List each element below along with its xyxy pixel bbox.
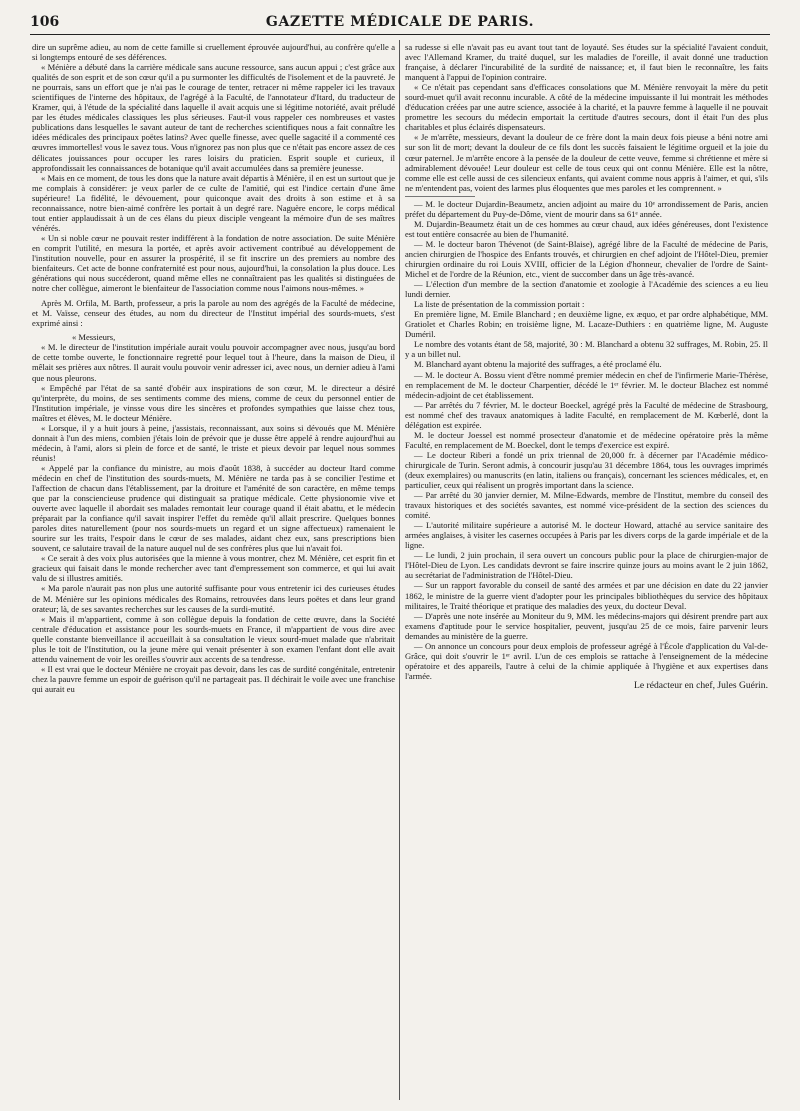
paragraph: sa rudesse si elle n'avait pas eu avant tout tant de loyauté. Ses études sur la spécialité l'avaient conduit, avec l'Allemand Kramer, du traité duquel, sur les maladies de l'oreille, il avait donné une traduction française, à déclarer l'incurabilité de la surdité de naissance; et, il faut bien le reconnaître, les faits manquent à l'appui de l'opinion contraire. — [405, 42, 768, 83]
paragraph: « Lorsque, il y a huit jours à peine, j'assistais, reconnaissant, aux soins si dévoués que M. Ménière donnait à l'un des miens, combien j'étais loin de prévoir que je dusse être appelé à rendre aujourd'hui au médecin, à l'ami, alors si plein de force et de santé, le triste et pieux devoir par lequel nous sommes réunis! — [32, 422, 395, 463]
news-item: — On annonce un concours pour deux emplois de professeur agrégé à l'École d'application du Val-de-Grâce, qui doit s'ouvrir le 1ᵉʳ avril. L'un de ces emplois se rattache à l'enseignement de la médecine opératoire et des appareils, l'autre à celui de la chimie appliquée à l'hygiène et aux expertises dans l'armée. — [405, 640, 768, 681]
news-item: — Le docteur Riberi a fondé un prix triennal de 20,000 fr. à décerner par l'Académie médico-chirurgicale de Turin. Seront admis, à concourir jusqu'au 31 décembre 1864, tous les ouvrages imprimés (deux exemplaires) ou manuscrits (en latin, italiens ou français), concernant les sciences médicales, et, en particulier, ceux qui réalisent un progrès important dans la science. — [405, 449, 768, 491]
news-item: — Par arrêté du 30 janvier dernier, M. Milne-Edwards, membre de l'Institut, membre du conseil des travaux historiques et des sociétés savantes, est nommé vice-président de la section des sciences du comité. — [405, 490, 768, 521]
paragraph: « Empêché par l'état de sa santé d'obéir aux inspirations de son cœur, M. le directeur a désiré qu'interprète, du moins, de ses sentiments comme des miens, comme de ceux du personnel entier de l'Institution impériale, je vinsse vous dire les sincères et profondes sympathies que laisse chez tous, maîtres et élèves, M. le docteur Ménière. — [32, 382, 395, 423]
paragraph: « Ce serait à des voix plus autorisées que la mienne à vous montrer, chez M. Ménière, cet esprit fin et gracieux qui faisait dans le monde rechercher avec tant d'empressement son commerce, et qui lui avait valu de si illustres amitiés. — [32, 553, 395, 584]
section-rule — [405, 196, 475, 197]
news-item: — D'après une note insérée au Moniteur du 9, MM. les médecins-majors qui désirent prendre part aux examens d'aptitude pour le service hospitalier, peuvent, jusqu'au 25 de ce mois, faire parvenir leurs demandes au ministère de la guerre. — [405, 610, 768, 641]
salutation: « Messieurs, — [72, 332, 116, 343]
news-item: — M. le docteur A. Bossu vient d'être nommé premier médecin en chef de l'infirmerie Marie-Thérèse, en remplacement de M. le docteur Charpentier, décédé le 1ᵉʳ février. M. le docteur Blachez est nommé médecin-adjoint de cet établissement. — [405, 369, 768, 400]
editor-signature: Le rédacteur en chef, Jules Guérin. — [634, 679, 768, 691]
running-title: GAZETTE MÉDICALE DE PARIS. — [265, 14, 535, 30]
paragraph: « Mais il m'appartient, comme à son collègue depuis la fondation de cette œuvre, dans la Société centrale d'éducation et assistance pour les sourds-muets en France, il m'appartient de vous dire avec quelle constante bienveillance il accueillait à sa consultation le vieux sourd-muet malade que n'abritait plus le toit de l'Institution, ou la jeune mère qui venait présenter à son examen l'enfant dont elle avait attendu vainement de voir les oreilles s'ouvrir aux accents de sa tendresse. — [32, 613, 395, 664]
paragraph: « Je m'arrête, messieurs, devant la douleur de ce frère dont la main deux fois pieuse a béni notre ami sur son lit de mort; devant la douleur de ce fils dont les succès faisaient le légitime orgueil et la joie du cœur paternel. Je m'arrête encore à la pensée de la douleur de cette veuve, femme si chrétienne et mère si admirablement dévouée! Leur douleur est celle de tous ceux qui ont connu Ménière. Elle est la nôtre, comme elle est celle aussi de ces silencieux enfants, qui avaient comme nous appris à l'aimer, et qui, s'ils ne m'entendent pas, voient des larmes plus éloquentes que mes paroles et les comprennent. » — [405, 132, 768, 193]
paragraph: M. Dujardin-Beaumetz était un de ces hommes au cœur chaud, aux idées généreuses, dont l'existence est tout entière consacrée au bien de l'humanité. — [405, 218, 768, 239]
paragraph: Le nombre des votants étant de 58, majorité, 30 : M. Blanchard a obtenu 32 suffrages, M. Robin, 25. Il y a un billet nul. — [405, 339, 768, 360]
news-item: — M. le docteur baron Thévenot (de Saint-Blaise), agrégé libre de la Faculté de médecine de Paris, ancien chirurgien de l'hospice des Enfants trouvés, et chirurgien en chef adjoint de l'Hôtel-Dieu, premier chirurgien ordinaire du roi Louis XVIII, officier de la Légion d'honneur, chevalier de l'ordre de Saint-Michel et de l'ordre de la Réunion, etc., vient de succomber dans un âge très-avancé. — [405, 238, 768, 280]
paragraph: La liste de présentation de la commission portait : — [414, 299, 585, 310]
news-item: — Par arrêtés du 7 février, M. le docteur Boeckel, agrégé près la Faculté de médecine de Strasbourg, est nommé chef des travaux anatomiques à ladite Faculté, en remplacement de M. Kœberlé, dont la délégation est expirée. — [405, 399, 768, 430]
paragraph: M. le docteur Joessel est nommé prosecteur d'anatomie et de médecine opératoire près la même Faculté, en remplacement de M. Boeckel, dont le temps d'exercice est expiré. — [405, 429, 768, 450]
paragraph: Après M. Orfila, M. Barth, professeur, a pris la parole au nom des agrégés de la Faculté de médecine, et M. Vaïsse, censeur des études, au nom du directeur de l'Institut impérial des sourds-muets, s'est exprimé ainsi : — [32, 298, 395, 329]
paragraph: dire un suprême adieu, au nom de cette famille si cruellement éprouvée aujourd'hui, au confrère qu'elle a si longtemps entouré de ses déférences. — [32, 42, 395, 63]
paragraph: « Mais en ce moment, de tous les dons que la nature avait départis à Ménière, il en est un surtout que je me complais à considérer: je veux parler de ce culte de l'amitié, qui est l'indice certain d'une âme supérieure! La fidélité, le dévouement, pour quiconque avait des droits à son estime et à sa reconnaissance, notre bien-aimé confrère les portait à un degré rare. Naguère encore, le corps médical tout entier applaudissait à un de ces élans du pieux disciple vengeant la mémoire d'un de ses maîtres vénérés. — [32, 172, 395, 233]
paragraph: « Ménière a débuté dans la carrière médicale sans aucune ressource, sans aucun appui ; c'est grâce aux qualités de son esprit et de son cœur qu'il a pu surmonter les difficultés de l'isolement et de la pauvreté. Je ne pourrais, sans un effort que je n'ai pas le courage de tenter, retracer ni même rappeler ici les travaux scientifiques de l'interne des hôpitaux, de l'agrégé à la Faculté, de l'annotateur d'Itard, du traducteur de Kramer, qui, à l'étude de la spécialité dans laquelle il avait acquis une si légitime notoriété, avait préludé par les études médicales classiques les plus sérieuses. Faut-il vous rappeler ces nombreuses et vastes publications dans lesquelles le savant auteur de tant de recherches scientifiques nous a fait connaître les idées médicales des principaux poëtes latins? Avec quelle finesse, avec quelle sagacité il a commenté ces œuvres immortelles! vous le savez tous. Vous n'ignorez pas non plus que ce n'était pas encore assez de ces délicates jouissances pour occuper les rares loisirs du praticien. Esprit souple et curieux, il approfondissait les connaissances de botanique qu'il avait accumulées dans sa première jeunesse. — [32, 62, 395, 173]
paragraph: « Il est vrai que le docteur Ménière ne croyait pas devoir, dans les cas de surdité congénitale, entretenir chez la pauvre femme un espoir de guérison qu'il ne partageait pas. Il déchirait le voile avec une franchise qui aurait eu — [32, 663, 395, 694]
news-item: — Sur un rapport favorable du conseil de santé des armées et par une décision en date du 22 janvier 1862, le ministre de la guerre vient d'adopter pour les principales bibliothèques du service des hôpitaux militaires, le Traité théorique et pratique des maladies des yeux, du docteur Deval. — [405, 580, 768, 611]
page-number: 106 — [30, 14, 60, 30]
paragraph: « Appelé par la confiance du ministre, au mois d'août 1838, à succéder au docteur Itard comme médecin en chef de l'institution des sourds-muets, M. Ménière ne tarda pas à se concilier l'estime et l'affection de chacun dans l'établissement, par la droiture et l'aménité de son caractère, en même temps que par la consciencieuse prudence qui distinguait sa pratique médicale. Cette physionomie vive et ouverte avec laquelle il abordait ses malades remontait leur courage quand il était abattu, et le médecin préparait par la confiance qu'il savait inspirer l'effet du remède qu'il allait prescrire. Quelques bonnes paroles dites naturellement (pour nos sourds-muets un regard et un signe affectueux) ramenaient le sourire sur les traits, l'espoir dans le cœur de ses malades, aidant chez eux, sans prescriptions bien souvent, ce salutaire travail de la nature auquel nul de ses confrères plus que lui n'avait foi. — [32, 462, 395, 554]
left-column — [32, 42, 395, 1100]
news-item: — L'élection d'un membre de la section d'anatomie et zoologie à l'Académie des sciences a eu lieu lundi dernier. — [405, 279, 768, 300]
right-column — [405, 42, 768, 1100]
news-item: — M. le docteur Dujardin-Beaumetz, ancien adjoint au maire du 10ᵉ arrondissement de Paris, ancien préfet du département du Puy-de-Dôme, vient de mourir dans sa 61ᵉ année. — [405, 198, 768, 219]
page-header — [30, 12, 770, 35]
paragraph: « M. le directeur de l'institution impériale aurait voulu pouvoir accompagner avec nous, jusqu'au bord de cette tombe ouverte, le fonctionnaire regretté pour lequel tout à l'heure, dans la maison de Dieu, il mêlait ses prières aux nôtres. Il aurait voulu pouvoir venir adresser ici, avec nous, un dernier adieu à l'ami que nous pleurons. — [32, 342, 395, 383]
paragraph: « Ce n'était pas cependant sans d'efficaces consolations que M. Ménière renvoyait la mère du petit sourd-muet qu'il avait reconnu incurable. A côté de la médecine impuissante il lui montrait les méthodes d'éducation créées par une autre science, associée à la charité, et la pauvre femme à laquelle il ne pouvait promettre les secours du médecin emportait la certitude d'autres secours, dont il était l'un des plus charitables et plus éclairés dispensateurs. — [405, 82, 768, 133]
paragraph: En première ligne, M. Emile Blanchard ; en deuxième ligne, ex æquo, et par ordre alphabétique, MM. Gratiolet et Charles Robin; en troisième ligne, M. Lacaze-Duthiers : en quatrième ligne, M. Auguste Duméril. — [405, 309, 768, 340]
column-divider — [399, 40, 400, 1100]
news-item: — Le lundi, 2 juin prochain, il sera ouvert un concours public pour la place de chirurgien-major de l'Hôtel-Dieu de Lyon. Les candidats devront se faire inscrire quinze jours au moins avant le 2 juin 1862, au secrétariat de l'administration de l'Hôtel-Dieu. — [405, 550, 768, 581]
news-item: — L'autorité militaire supérieure a autorisé M. le docteur Howard, attaché au service sanitaire des armées anglaises, à visiter les casernes occupées à Paris par les divers corps de la garde impériale et de la ligne. — [405, 520, 768, 551]
paragraph: M. Blanchard ayant obtenu la majorité des suffrages, a été proclamé élu. — [414, 359, 662, 370]
paragraph: « Un si noble cœur ne pouvait rester indifférent à la fondation de notre association. De suite Ménière en comprit l'utilité, en mesura la portée, et après avoir activement contribué au développement de l'institution nouvelle, pour en assurer la prospérité, il se fit inscrire un des premiers au nombre des bienfaiteurs. Cet acte de bonne confraternité est pour nous, aujourd'hui, la consolation la plus douce. Les générations qui nous succéderont, quand même elles ne connaîtraient pas les qualités si distinguées de notre cher collègue, aimeront le bienfaiteur de l'association comme nous l'aimons nous-mêmes. » — [32, 232, 395, 294]
paragraph: « Ma parole n'aurait pas non plus une autorité suffisante pour vous entretenir ici des curieuses études de M. Ménière sur les opinions médicales des Romains, retrouvées dans leurs poëtes et dans leur grand orateur; là, de ses savantes recherches sur les causes de la surdi-mutité. — [32, 583, 395, 614]
